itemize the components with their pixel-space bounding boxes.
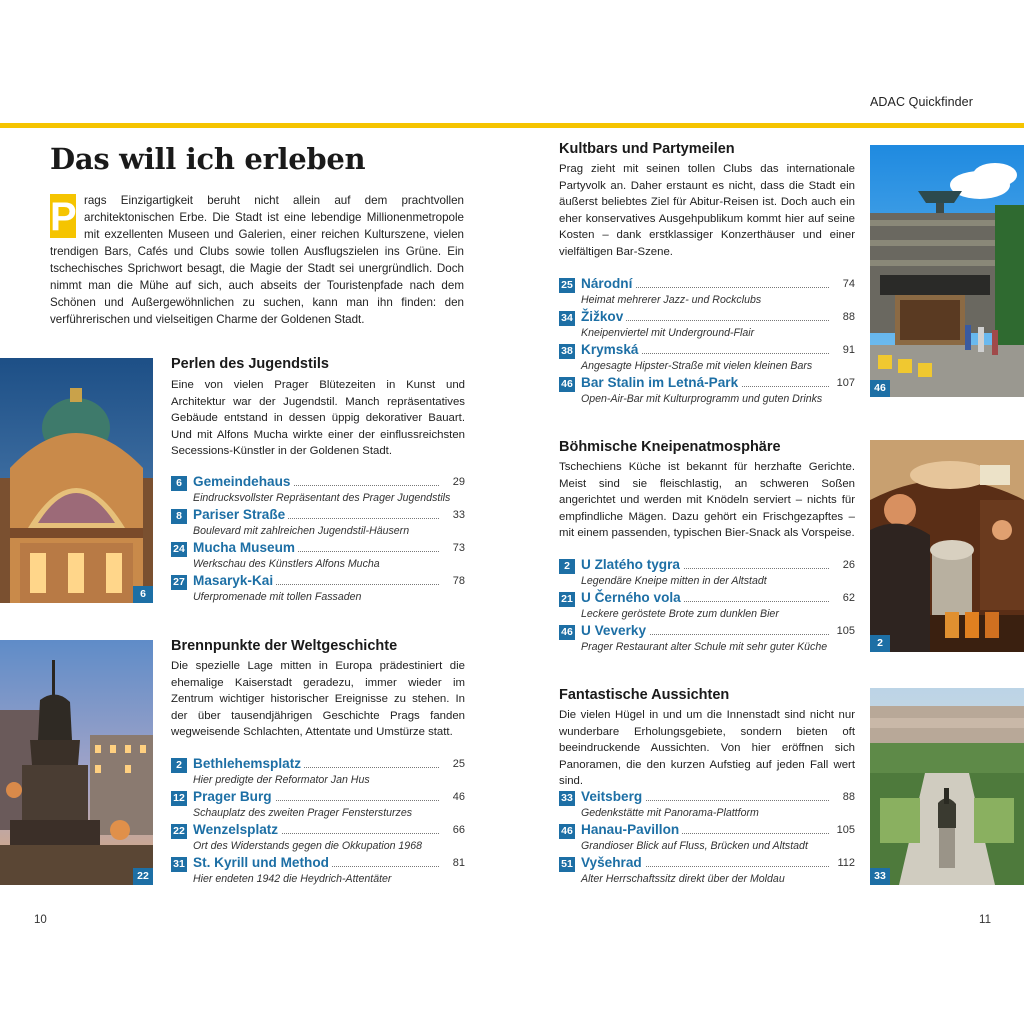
dropcap: P: [50, 195, 77, 239]
intro-text: rags Einzigartigkeit beruht nicht allein auf dem prachtvollen architektonischen Erbe. Die Stadt ist eine lebendige Millionenmetropole mit exzellenten Museen und Galerien, einer reichen Kulturszene, vielen trendigen Bars, Cafés und Clubs sowie tollen Ausflugszielen ins Grüne. Ein tschechisches Sprichwort besagt, die Magie der Stadt sei unergründlich. Doch nimmt man die Mühe auf sich, auch abseits der Touristenpfade nach dem Schönen und Außergewöhnlichen zu suchen, kann man ihn finden: den verführerischen und vielseitigen Charme der Goldenen Stadt.: [50, 194, 464, 326]
list-item[interactable]: [171, 823, 465, 856]
page-ref: 112: [837, 857, 855, 869]
page-ref: 88: [842, 311, 855, 323]
entry-name[interactable]: Žižkov: [581, 309, 626, 324]
page-ref: 105: [836, 824, 855, 836]
section-title: Fantastische Aussichten: [559, 687, 730, 703]
page-ref: 33: [452, 509, 465, 521]
photo-badge: 22: [133, 868, 153, 885]
entry-description: Ort des Widerstands gegen die Okkupation 1968: [193, 840, 422, 852]
entry-name[interactable]: Bar Stalin im Letná-Park: [581, 375, 741, 390]
list-item[interactable]: [559, 343, 855, 376]
section-title: Böhmische Kneipenatmosphäre: [559, 439, 781, 455]
entry-list: [171, 475, 465, 607]
entry-name[interactable]: Bethlehemsplatz: [193, 756, 304, 771]
number-badge: 46: [559, 824, 575, 839]
number-badge: 24: [171, 542, 187, 557]
number-badge: 34: [559, 311, 575, 326]
list-item[interactable]: [559, 624, 855, 657]
entry-description: Boulevard mit zahlreichen Jugendstil-Häusern: [193, 525, 410, 537]
entry-name[interactable]: Národní: [581, 276, 635, 291]
entry-description: Legendäre Kneipe mitten in der Altstadt: [581, 575, 767, 587]
entry-description: Grandioser Blick auf Fluss, Brücken und Altstadt: [581, 840, 808, 852]
page-number-right: 11: [979, 914, 991, 926]
entry-name[interactable]: Prager Burg: [193, 789, 275, 804]
list-item[interactable]: [559, 310, 855, 343]
page-ref: 66: [452, 824, 465, 836]
number-badge: 38: [559, 344, 575, 359]
entry-description: Alter Herrschaftssitz direkt über der Moldau: [581, 873, 785, 885]
entry-name[interactable]: Wenzelsplatz: [193, 822, 281, 837]
intro-paragraph: [50, 192, 464, 328]
entry-description: Eindrucksvollster Repräsentant des Prager Jugendstils: [193, 492, 451, 504]
list-item[interactable]: [559, 558, 855, 591]
number-badge: 27: [171, 575, 187, 590]
section-text: Eine von vielen Prager Blütezeiten in Kunst und Architektur war der Jugendstil. Manch repräsentatives Gebäude entstand in dessen üppig dekorativer Bauart. Und mit Alfons Mucha wirkte einer der einflussreichsten Secessions-Künstler in der Goldenen Stadt.: [171, 379, 465, 457]
number-badge: 46: [559, 625, 575, 640]
number-badge: 12: [171, 791, 187, 806]
entry-name[interactable]: Vyšehrad: [581, 855, 645, 870]
entry-description: Kneipenviertel mit Underground-Flair: [581, 327, 755, 339]
section-title: Brennpunkte der Weltgeschichte: [171, 638, 398, 654]
entry-name[interactable]: Krymská: [581, 342, 641, 357]
entry-description: Hier endeten 1942 die Heydrich-Attentäter: [193, 873, 392, 885]
section-text: Prag zieht mit seinen tollen Clubs das internationale Partyvolk an. Daher erstaunt es nicht, dass die Stadt ein äußerst beliebtes Ziel für Abitur-Reisen ist. Doch auch ein eher konservatives Ausgehpublikum kommt hier auf seine Kosten – dank erstklassiger Konzerthäuser und einer vielfältigen Bar-Szene.: [559, 163, 855, 258]
entry-list: [559, 790, 855, 889]
running-header: ADAC Quickfinder: [869, 95, 973, 109]
entry-description: Schauplatz des zweiten Prager Fenstersturzes: [193, 807, 413, 819]
entry-name[interactable]: U Zlatého tygra: [581, 557, 683, 572]
page-number-left: 10: [34, 914, 47, 926]
photo-badge: 2: [870, 635, 890, 652]
number-badge: 2: [559, 559, 575, 574]
number-badge: 2: [171, 758, 187, 773]
entry-name[interactable]: Veitsberg: [581, 789, 645, 804]
entry-description: Open-Air-Bar mit Kulturprogramm und guten Drinks: [581, 393, 823, 405]
number-badge: 6: [171, 476, 187, 491]
entry-description: Uferpromenade mit tollen Fassaden: [193, 591, 362, 603]
entry-name[interactable]: Mucha Museum: [193, 540, 298, 555]
number-badge: 22: [171, 824, 187, 839]
section-title: Kultbars und Partymeilen: [559, 141, 735, 157]
page-ref: 81: [452, 857, 465, 869]
entry-name[interactable]: Hanau-Pavillon: [581, 822, 682, 837]
section-text: Die spezielle Lage mitten in Europa prädestiniert die ehemalige Kaiserstadt geradezu, immer wieder im Zentrum wichtiger historischer Ereignisse zu stehen. In der über tausendjährigen Geschichte Prags fanden wegweisende Schlachten, Attentate und Umstürze statt.: [171, 660, 465, 738]
entry-name[interactable]: Gemeindehaus: [193, 474, 293, 489]
entry-description: Prager Restaurant alter Schule mit sehr guter Küche: [581, 641, 828, 653]
section-title: Perlen des Jugendstils: [171, 356, 329, 372]
list-item[interactable]: [559, 823, 855, 856]
page-ref: 105: [836, 625, 855, 637]
list-item[interactable]: [171, 574, 465, 607]
header-rule: [0, 123, 1024, 128]
number-badge: 8: [171, 509, 187, 524]
page-title: Das will ich erleben: [50, 142, 366, 176]
page-ref: 62: [842, 592, 855, 604]
page-ref: 29: [452, 476, 465, 488]
photo-badge: 6: [133, 586, 153, 603]
number-badge: 31: [171, 857, 187, 872]
photo-pub: [870, 440, 1024, 652]
photo-gemeindehaus: [0, 358, 153, 603]
entry-list: [559, 277, 855, 409]
photo-veitsberg: [870, 688, 1024, 885]
number-badge: 51: [559, 857, 575, 872]
list-item[interactable]: [171, 757, 465, 790]
photo-letna-bar: [870, 145, 1024, 397]
list-item[interactable]: [559, 790, 855, 823]
list-item[interactable]: [171, 541, 465, 574]
section-text: Tschechiens Küche ist bekannt für herzhafte Gerichte. Meist sind sie fleischlastig, an schweren Soßen angerichtet und werden mit Knödeln serviert – nichts für empfindliche Mägen. Dazu gehört ein Frischgezapftes – mit einem passenden, typischen Bier-Snack als Vorspeise.: [559, 461, 855, 539]
entry-description: Heimat mehrerer Jazz- und Rockclubs: [581, 294, 762, 306]
entry-name[interactable]: Masaryk-Kai: [193, 573, 276, 588]
list-item[interactable]: [171, 508, 465, 541]
page-ref: 107: [836, 377, 855, 389]
list-item[interactable]: [559, 376, 855, 409]
page-ref: 26: [842, 559, 855, 571]
page-ref: 46: [452, 791, 465, 803]
entry-description: Gedenkstätte mit Panorama-Plattform: [581, 807, 759, 819]
photo-wenzelsplatz: [0, 640, 153, 885]
entry-name[interactable]: St. Kyrill und Method: [193, 855, 332, 870]
list-item[interactable]: [171, 790, 465, 823]
entry-name[interactable]: Pariser Straße: [193, 507, 288, 522]
page-ref: 78: [452, 575, 465, 587]
entry-description: Angesagte Hipster-Straße mit vielen kleinen Bars: [581, 360, 813, 372]
list-item[interactable]: [171, 856, 465, 889]
entry-name[interactable]: U Černého vola: [581, 590, 684, 605]
number-badge: 25: [559, 278, 575, 293]
list-item[interactable]: [559, 277, 855, 310]
number-badge: 33: [559, 791, 575, 806]
section-text: Die vielen Hügel in und um die Innenstadt sind nicht nur wunderbare Erholungsgebiete, sondern bieten oft beeindruckende Aussichten. Von hier eröffnen sich Panoramen, die den kurzen Aufstieg auf jeden Fall wert sind.: [559, 709, 855, 787]
page-ref: 25: [452, 758, 465, 770]
number-badge: 21: [559, 592, 575, 607]
page-ref: 73: [452, 542, 465, 554]
page-ref: 88: [842, 791, 855, 803]
photo-badge: 33: [870, 868, 890, 885]
entry-name[interactable]: U Veverky: [581, 623, 649, 638]
entry-description: Leckere geröstete Brote zum dunklen Bier: [581, 608, 779, 620]
page-ref: 91: [842, 344, 855, 356]
list-item[interactable]: [559, 591, 855, 624]
number-badge: 46: [559, 377, 575, 392]
list-item[interactable]: [559, 856, 855, 889]
page-ref: 74: [842, 278, 855, 290]
entry-list: [559, 558, 855, 657]
entry-description: Hier predigte der Reformator Jan Hus: [193, 774, 370, 786]
entry-description: Werkschau des Künstlers Alfons Mucha: [193, 558, 380, 570]
entry-list: [171, 757, 465, 889]
list-item[interactable]: [171, 475, 465, 508]
photo-badge: 46: [870, 380, 890, 397]
